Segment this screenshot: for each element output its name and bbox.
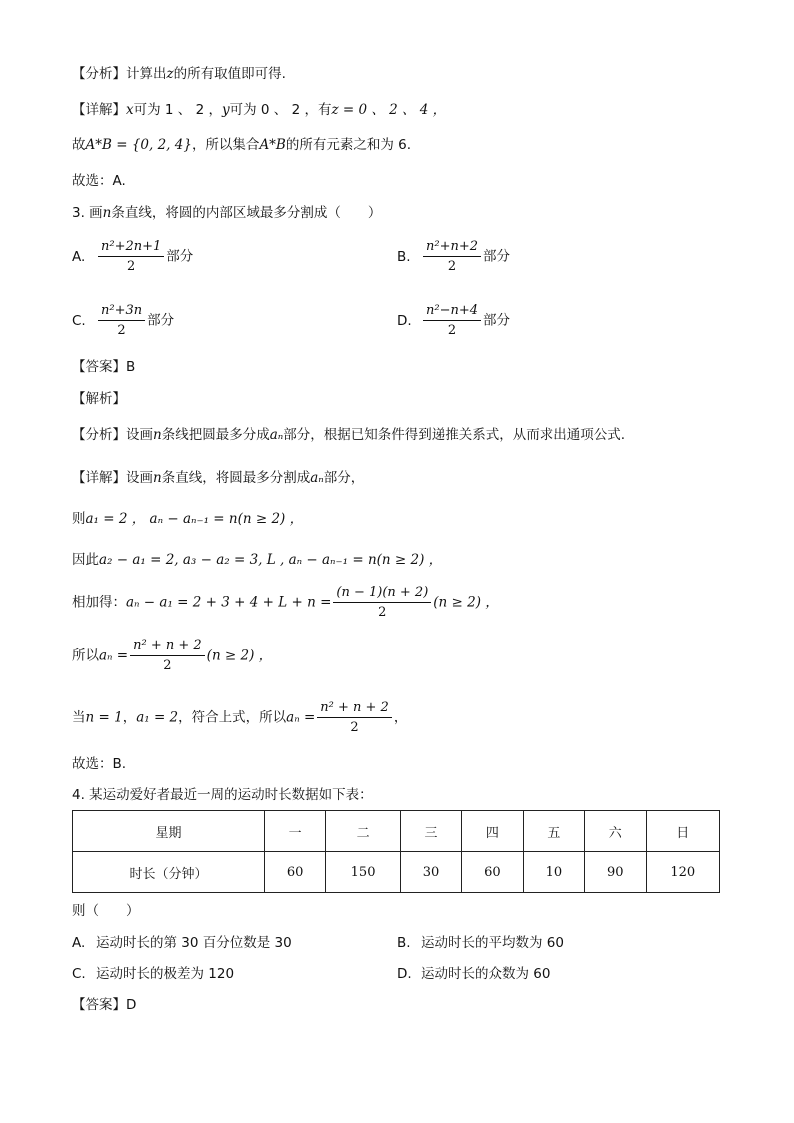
analysis-tag: 【分析】 xyxy=(72,66,126,82)
prev-choose-line: 故选：A. xyxy=(72,173,126,189)
q3-option-b: B. $\frac{\text{n²+n+2}}{2}$ 部分 xyxy=(397,239,511,274)
q3-step-5: 当n = 1，a₁ = 2，符合上式，所以aₙ = $\frac{\text{n² + n + 2}}{2}$ ， xyxy=(72,700,408,735)
fraction: $\frac{\text{n² + n + 2}}{2}$ xyxy=(317,699,392,736)
q3-option-c: C. $\frac{\text{n²+3n}}{2}$ 部分 xyxy=(72,303,175,338)
table-header-row xyxy=(73,811,720,852)
table-cell: 10 xyxy=(523,852,584,893)
table-cell: 一 xyxy=(264,811,325,852)
table-cell: 四 xyxy=(462,811,523,852)
answer-tag: 【答案】 xyxy=(72,997,126,1013)
prev-analysis-line: 【分析】计算出z的所有取值即可得. xyxy=(72,66,286,82)
q3-step-1: 则a₁ = 2 ， aₙ − aₙ₋₁ = n(n ≥ 2) ， xyxy=(72,511,304,527)
fraction: $\frac{\text{n²+2n+1}}{2}$ xyxy=(98,238,164,275)
q3-analysis: 【分析】设画n条线把圆最多分成aₙ部分，根据已知条件得到递推关系式，从而求出通项公式. xyxy=(72,427,626,443)
q3-option-a: A. $\frac{\text{n²+2n+1}}{2}$ 部分 xyxy=(72,239,194,274)
prev-conclusion-line: 故A*B = {0, 2, 4}，所以集合A*B的所有元素之和为 6. xyxy=(72,137,412,153)
q3-step-3: 相加得：aₙ − a₁ = 2 + 3 + 4 + L + n = $\frac{(n - 1)(n + 2)}{2}$ (n ≥ 2) ， xyxy=(72,585,499,620)
table-cell: 五 xyxy=(523,811,584,852)
table-cell: 90 xyxy=(585,852,646,893)
fraction: $\frac{(n - 1)(n + 2)}{2}$ xyxy=(333,584,431,621)
table-cell: 二 xyxy=(326,811,400,852)
fraction: $\frac{\text{n²+n+2}}{2}$ xyxy=(423,238,481,275)
q3-option-d: D. $\frac{\text{n²−n+4}}{2}$ 部分 xyxy=(397,303,511,338)
prev-detail-line: 【详解】x可为 1 、 2 ，y可为 0 、 2 ，有z = 0 、 2 、 4 ， xyxy=(72,102,447,118)
detail-tag: 【详解】 xyxy=(72,102,126,118)
q3-choose: 故选：B. xyxy=(72,756,127,772)
q4-option-b: B. 运动时长的平均数为 60 xyxy=(397,935,564,951)
q3-step-4: 所以aₙ = $\frac{\text{n² + n + 2}}{2}$ (n ≥ 2) ， xyxy=(72,638,273,673)
table-cell: 六 xyxy=(585,811,646,852)
table-cell: 日 xyxy=(646,811,719,852)
table-row xyxy=(73,852,720,893)
table-cell: 星期 xyxy=(73,811,265,852)
table-cell: 60 xyxy=(462,852,523,893)
table-cell: 三 xyxy=(400,811,461,852)
table-cell: 30 xyxy=(400,852,461,893)
q3-detail: 【详解】设画n条直线，将圆最多分割成aₙ部分， xyxy=(72,470,365,486)
q4-option-c: C. 运动时长的极差为 120 xyxy=(72,966,235,982)
exercise-table xyxy=(72,810,720,893)
q3-step-2: 因此a₂ − a₁ = 2, a₃ − a₂ = 3, L , aₙ − aₙ₋₁ = n(n ≥ 2) ， xyxy=(72,552,443,568)
table-cell: 120 xyxy=(646,852,719,893)
table-cell: 60 xyxy=(264,852,325,893)
q4-then: 则（ ） xyxy=(72,903,140,919)
answer-tag: 【答案】 xyxy=(72,359,126,375)
q4-option-a: A. 运动时长的第 30 百分位数是 30 xyxy=(72,935,292,951)
fraction: $\frac{\text{n²+3n}}{2}$ xyxy=(98,302,145,339)
q3-stem: 3. 画n条直线，将圆的内部区域最多分割成（ ） xyxy=(72,205,382,221)
fraction: $\frac{\text{n² + n + 2}}{2}$ xyxy=(130,637,205,674)
q3-answer: 【答案】B xyxy=(72,359,136,375)
q4-option-d: D. 运动时长的众数为 60 xyxy=(397,966,551,982)
fraction: $\frac{\text{n²−n+4}}{2}$ xyxy=(423,302,481,339)
q3-jiexi-tag: 【解析】 xyxy=(72,391,126,407)
q4-answer: 【答案】D xyxy=(72,997,137,1013)
table-cell: 时长（分钟） xyxy=(73,852,265,893)
table-cell: 150 xyxy=(326,852,400,893)
q4-stem: 4. 某运动爱好者最近一周的运动时长数据如下表： xyxy=(72,787,373,803)
